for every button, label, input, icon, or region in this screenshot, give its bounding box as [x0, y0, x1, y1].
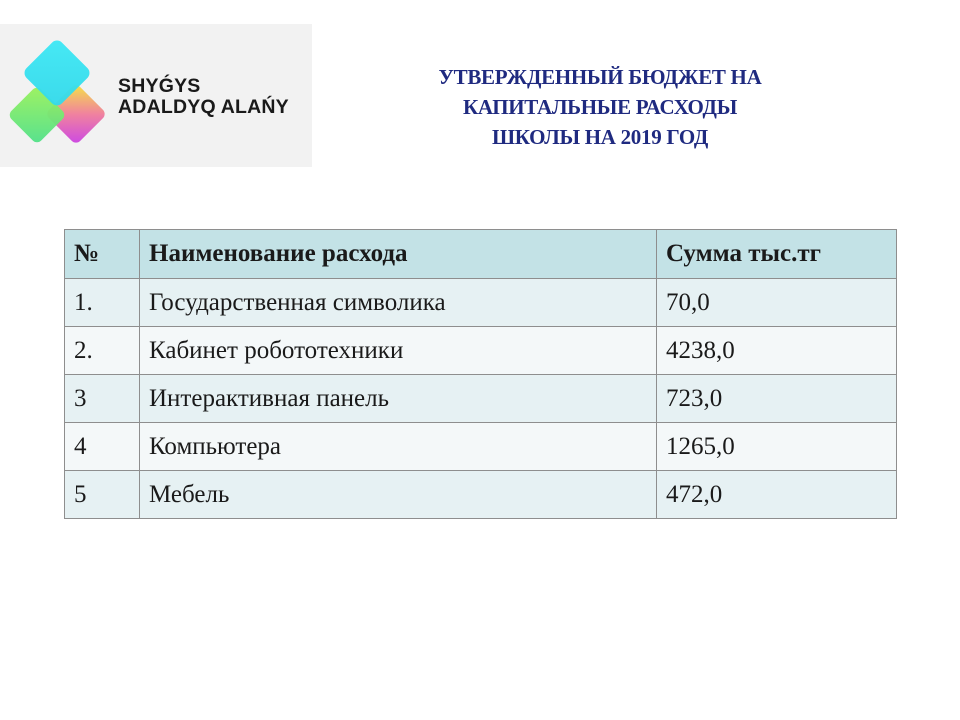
header-expense-name: Наименование расхода: [140, 230, 657, 279]
row-number: 1.: [65, 279, 140, 327]
row-number: 2.: [65, 327, 140, 375]
row-amount: 4238,0: [657, 327, 897, 375]
row-expense-name: Интерактивная панель: [140, 375, 657, 423]
table-row: [65, 423, 897, 471]
row-expense-name: Кабинет робототехники: [140, 327, 657, 375]
row-amount: 472,0: [657, 471, 897, 519]
row-amount: 723,0: [657, 375, 897, 423]
budget-table: [64, 229, 897, 519]
table-row: [65, 327, 897, 375]
row-amount: 70,0: [657, 279, 897, 327]
logo-mark-icon: [8, 38, 108, 150]
row-expense-name: Мебель: [140, 471, 657, 519]
row-number: 4: [65, 423, 140, 471]
row-number: 5: [65, 471, 140, 519]
row-expense-name: Государственная символика: [140, 279, 657, 327]
title-line-3: ШКОЛЫ НА 2019 ГОД: [491, 125, 709, 149]
table-row: [65, 471, 897, 519]
logo-line-1: SHYǴYS: [118, 75, 201, 97]
table-row: [65, 279, 897, 327]
table-row: [65, 375, 897, 423]
row-amount: 1265,0: [657, 423, 897, 471]
header-amount: Сумма тыс.тг: [657, 230, 897, 279]
logo-line-2: ADALDYQ ALAŃY: [118, 96, 289, 118]
slide-title: [330, 62, 870, 152]
logo-wordmark: [118, 76, 289, 118]
logo-panel: [0, 24, 312, 167]
row-expense-name: Компьютера: [140, 423, 657, 471]
title-line-1: УТВЕРЖДЕННЫЙ БЮДЖЕТ НА: [438, 65, 762, 89]
header-number: №: [65, 230, 140, 279]
table-header-row: [65, 230, 897, 279]
title-line-2: КАПИТАЛЬНЫЕ РАСХОДЫ: [462, 95, 738, 119]
row-number: 3: [65, 375, 140, 423]
